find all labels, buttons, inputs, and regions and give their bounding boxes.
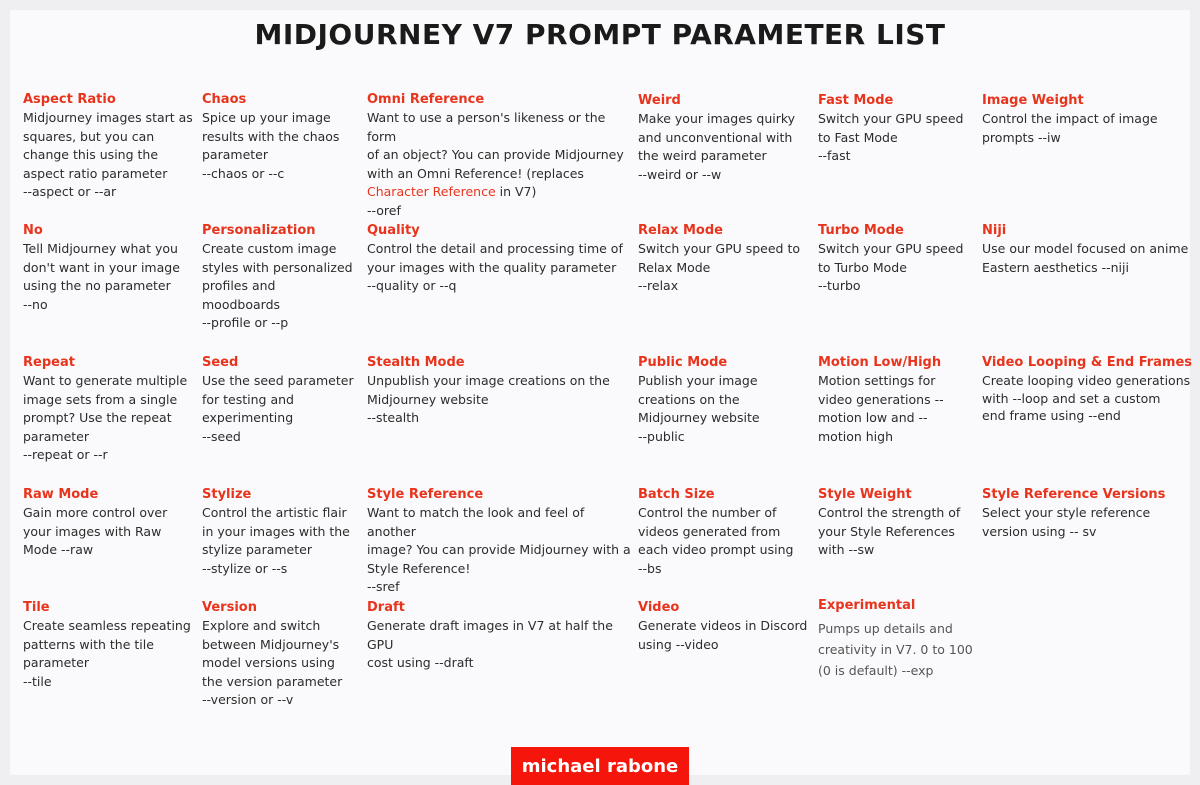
param-niji [982,223,1192,277]
param-title: Video Looping & End Frames [982,355,1193,370]
param-description: Control the strength of your Style References with --sw [818,505,961,558]
param-description: Pumps up details and creativity in V7. 0 to 100 (0 is default) --exp [818,621,973,678]
param-title: Chaos [202,92,247,107]
character-reference-link[interactable]: Character Reference [367,184,496,200]
param-motion-low-high [818,355,978,446]
param-title: Raw Mode [23,487,99,502]
param-personalization [202,223,362,333]
page-title: MIDJOURNEY V7 PROMPT PARAMETER LIST [254,18,946,51]
param-title: Public Mode [638,355,728,370]
param-public-mode [638,355,813,446]
param-video-looping [982,355,1194,425]
param-title: Relax Mode [638,223,723,238]
param-title: Stylize [202,487,252,502]
param-chaos [202,92,362,183]
param-description: Motion settings for video generations -- motion low and -- motion high [818,373,944,444]
param-repeat [23,355,193,465]
param-fast-mode [818,93,978,166]
param-title: Repeat [23,355,75,370]
param-title: Seed [202,355,239,370]
param-title: Aspect Ratio [23,92,116,107]
param-aspect-ratio [23,92,193,202]
param-seed [202,355,362,446]
param-no [23,223,193,314]
param-title: Tile [23,600,50,615]
param-description: Create seamless repeating patterns with the tile parameter --tile [23,618,191,689]
param-description: Control the impact of image prompts --iw [982,111,1158,145]
param-description: Explore and switch between Midjourney's model versions using the version parameter --version or --v [202,618,343,708]
param-description: Tell Midjourney what you don't want in your image using the no parameter --no [23,241,180,312]
param-description: Unpublish your image creations on the Midjourney website --stealth [367,373,610,426]
param-title: Style Weight [818,487,912,502]
param-title: Niji [982,223,1007,238]
param-stealth-mode [367,355,632,428]
param-turbo-mode [818,223,978,296]
param-description: Select your style reference version using -- sv [982,505,1151,539]
param-description: Generate videos in Discord using --video [638,618,808,652]
param-image-weight [982,93,1187,147]
param-description: Want to generate multiple image sets from a single prompt? Use the repeat parameter --repeat or --r [23,373,188,463]
param-title: Batch Size [638,487,715,502]
param-description: Control the detail and processing time of your images with the quality parameter --quality or --q [367,241,623,294]
param-draft [367,600,632,673]
param-description: Want to match the look and feel of another image? You can provide Midjourney with a Style Reference! --sref [367,505,631,595]
param-description: Gain more control over your images with Raw Mode --raw [23,505,168,558]
param-title: Image Weight [982,93,1084,108]
param-description: Switch your GPU speed to Turbo Mode --turbo [818,241,964,294]
param-stylize [202,487,362,578]
param-title: Fast Mode [818,93,894,108]
param-style-reference-versions [982,487,1194,541]
param-title: Version [202,600,257,615]
param-omni-reference [367,92,632,221]
param-title: Turbo Mode [818,223,904,238]
author-badge: michael rabone [511,747,689,785]
param-title: Video [638,600,680,615]
param-experimental [818,598,983,681]
param-description: Control the number of videos generated from each video prompt using --bs [638,505,794,576]
param-description: Control the artistic flair in your images with the stylize parameter --stylize or --s [202,505,350,576]
param-description: Want to use a person's likeness or the form of an object? You can provide Midjourney with an Omni Reference! (replaces Character Reference in V7) --oref [367,110,624,218]
param-description: Use our model focused on anime Eastern aesthetics --niji [982,241,1189,275]
param-description: Create custom image styles with personalized profiles and moodboards --profile or --p [202,241,353,331]
param-title: Quality [367,223,420,238]
param-description: Publish your image creations on the Midjourney website --public [638,373,760,444]
param-description: Make your images quirky and unconventional with the weird parameter --weird or --w [638,111,796,182]
param-title: Weird [638,93,681,108]
param-style-weight [818,487,978,560]
param-title: Style Reference Versions [982,487,1166,502]
param-description: Switch your GPU speed to Fast Mode --fast [818,111,964,164]
param-description: Switch your GPU speed to Relax Mode --relax [638,241,801,294]
param-batch-size [638,487,813,578]
param-title: No [23,223,43,238]
param-description: Create looping video generations with --loop and set a custom end frame using --end [982,373,1191,423]
param-title: Draft [367,600,405,615]
param-video [638,600,813,654]
param-title: Stealth Mode [367,355,465,370]
param-quality [367,223,632,296]
param-relax-mode [638,223,813,296]
param-description: Use the seed parameter for testing and experimenting --seed [202,373,354,444]
param-title: Experimental [818,598,916,613]
param-title: Motion Low/High [818,355,942,370]
param-description: Generate draft images in V7 at half the GPU cost using --draft [367,618,613,671]
param-raw-mode [23,487,193,560]
param-version [202,600,362,710]
param-title: Omni Reference [367,92,485,107]
param-title: Style Reference [367,487,484,502]
param-tile [23,600,193,691]
param-weird [638,93,813,184]
param-description: Midjourney images start as squares, but you can change this using the aspect ratio parameter --aspect or --ar [23,110,193,200]
param-style-reference [367,487,632,597]
param-description: Spice up your image results with the chaos parameter --chaos or --c [202,110,340,181]
param-title: Personalization [202,223,316,238]
